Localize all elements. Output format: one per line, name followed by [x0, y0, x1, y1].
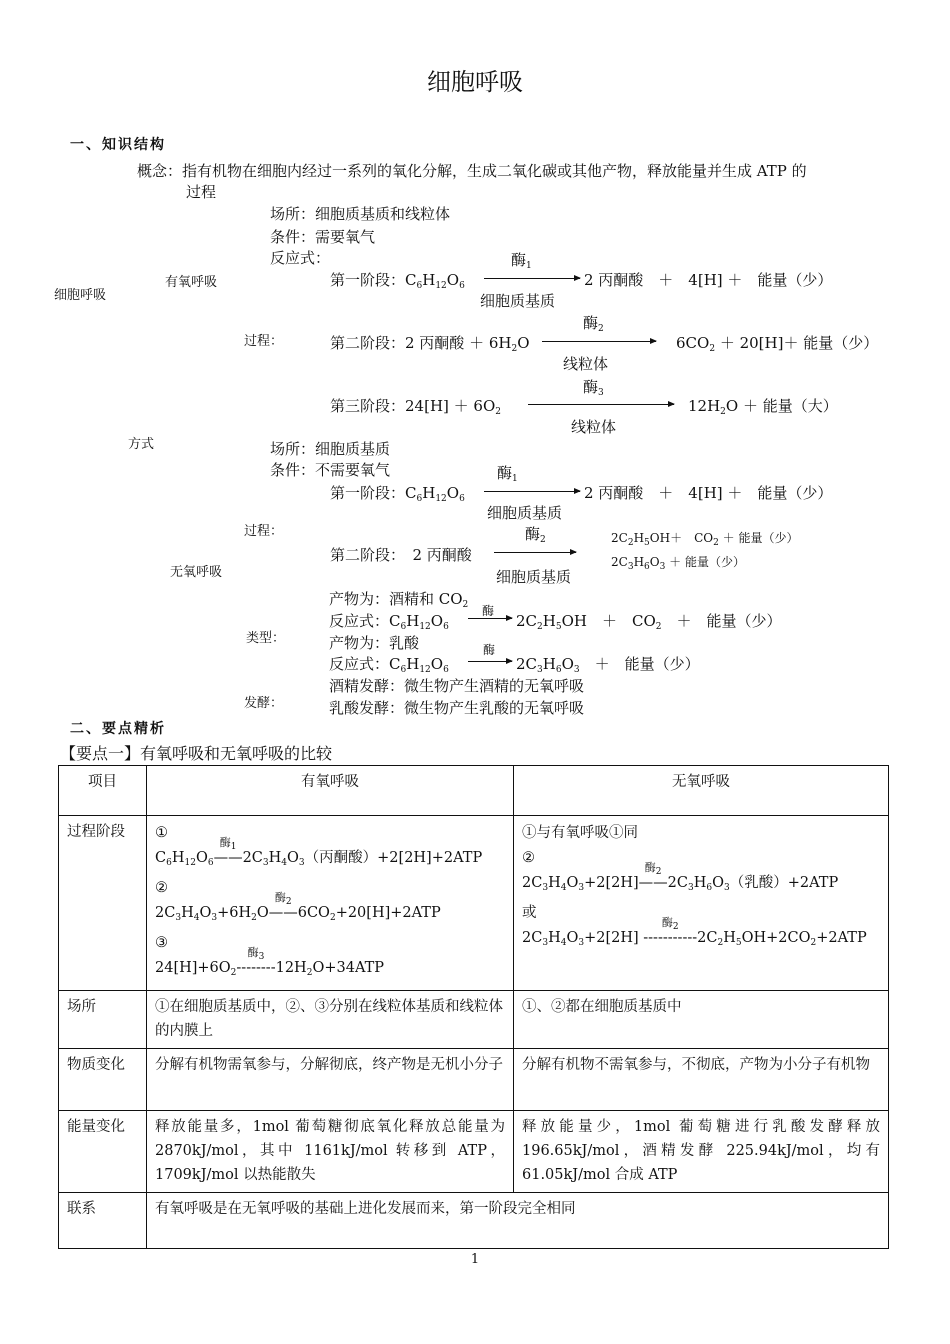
tree-process-label-aerobic: 过程：: [244, 334, 284, 349]
anaerobic-stage2-output-lactic: $2C_3H_6O_3$ ＋ 能量（少）: [611, 555, 745, 572]
type1-enzyme: 酶: [482, 604, 495, 618]
anaerobic-stage2-output-alcohol: $2C_2H_5OH+$ $CO_2$ ＋ 能量（少）: [611, 531, 799, 548]
table-row-relation: [59, 1193, 889, 1249]
anaerobic-stage1-site: 细胞质基质: [487, 504, 563, 522]
table-row-process: [59, 816, 889, 991]
tree-fermentation-label: 发酵：: [244, 696, 284, 711]
type2-arrow: [468, 661, 512, 662]
row-label-energy: 能量变化: [59, 1111, 147, 1193]
type1-products: 产物为：酒精和 $CO_2$: [329, 590, 469, 610]
aerobic-stage2: 第二阶段：2 丙酮酸 ＋ $6H_2O$: [330, 334, 530, 354]
aerobic-stage1-enzyme: 酶$_1$: [511, 251, 532, 271]
matter-anaerobic-cell: 分解有机物不需氧参与，不彻底，产物为小分子有机物: [514, 1049, 889, 1111]
aerobic-stage3: 第三阶段：$24[H] + 6O_2$: [330, 397, 501, 417]
section-heading-analysis: 二、要点精析: [70, 721, 166, 737]
type2-products: 产物为：乳酸: [329, 634, 420, 652]
comparison-table: [58, 765, 889, 1249]
anaerobic-stage2-arrow: [494, 552, 576, 553]
energy-aerobic-cell: 释放能量多，1mol 葡萄糖彻底氧化释放总能量为 2870kJ/mol，其中 1161kJ/mol 转移到 ATP，1709kJ/mol 以热能散失: [147, 1111, 514, 1193]
tree-type-label: 类型：: [246, 631, 286, 646]
anaerobic-condition: 条件：不需要氧气: [270, 461, 391, 479]
aerobic-stage1: 第一阶段：$C_6H_{12}O_6$: [330, 271, 465, 291]
table-row-matter: [59, 1049, 889, 1111]
anaerobic-step2-alcohol-equation: $2C_3H_4O_3+2[2H]$ ----------- 酶$_2$ $2C_2H_5OH+2CO_2+2ATP$: [522, 916, 867, 948]
relation-cell: 有氧呼吸是在无氧呼吸的基础上进化发展而来，第一阶段完全相同: [147, 1193, 889, 1249]
anaerobic-stage1: 第一阶段：$C_6H_{12}O_6$: [330, 484, 465, 504]
anaerobic-stage2: 第二阶段： 2 丙酮酸: [330, 546, 472, 564]
row-label-process: 过程阶段: [59, 816, 147, 991]
aerobic-stage1-site: 细胞质基质: [480, 292, 556, 310]
process-aerobic-cell: [147, 816, 514, 991]
anaerobic-stage1-products: 2 丙酮酸 ＋ 4[H] ＋ 能量（少）: [584, 484, 833, 502]
anaerobic-step2-lactic-equation: $2C_3H_4O_3+2[2H]——$ 酶$_2$ $2C_3H_6O_3$（乳酸）+2ATP: [522, 861, 839, 893]
aerobic-stage3-site: 线粒体: [571, 418, 617, 436]
row-label-place: 场所: [59, 991, 147, 1049]
type1-equation: 反应式：$C_6H_{12}O_6$: [329, 612, 449, 632]
type1-arrow: [468, 618, 512, 619]
row-label-matter: 物质变化: [59, 1049, 147, 1111]
aerobic-stage1-products: 2 丙酮酸 ＋ 4[H] ＋ 能量（少）: [584, 271, 833, 289]
table-row-place: [59, 991, 889, 1049]
aerobic-step3-marker: ③: [155, 935, 168, 951]
place-aerobic-cell: ①在细胞质基质中，②、③分别在线粒体基质和线粒体的内膜上: [147, 991, 514, 1049]
section-heading-structure: 一、知识结构: [70, 137, 166, 153]
aerobic-step2-marker: ②: [155, 880, 168, 896]
aerobic-stage3-products: $12H_2O$ ＋ 能量（大）: [688, 397, 838, 417]
anaerobic-stage2-enzyme: 酶$_2$: [525, 525, 546, 545]
type2-equation: 反应式：$C_6H_{12}O_6$: [329, 655, 449, 675]
tree-aerobic-label: 有氧呼吸: [165, 275, 218, 290]
aerobic-condition: 条件：需要氧气: [270, 228, 376, 246]
header-anaerobic: 无氧呼吸: [514, 766, 889, 816]
aerobic-step2-equation: $2C_3H_4O_3+6H_2O——$ 酶$_2$ $6CO_2+20[H]+2ATP$: [155, 891, 441, 923]
page-title: 细胞呼吸: [427, 68, 523, 96]
anaerobic-stage2-site: 细胞质基质: [496, 568, 572, 586]
anaerobic-place: 场所：细胞质基质: [270, 440, 391, 458]
concept-line-1: 概念：指有机物在细胞内经过一系列的氧化分解，生成二氧化碳或其他产物，释放能量并生成 ATP 的: [137, 162, 807, 180]
concept-line-2: 过程: [186, 183, 217, 201]
matter-aerobic-cell: 分解有机物需氧参与，分解彻底，终产物是无机小分子: [147, 1049, 514, 1111]
aerobic-stage1-arrow: [484, 278, 580, 279]
aerobic-stage2-site: 线粒体: [563, 355, 609, 373]
anaerobic-stage1-enzyme: 酶$_1$: [497, 464, 518, 484]
anaerobic-step1-text: ①与有氧呼吸①同: [522, 825, 638, 841]
place-anaerobic-cell: ①、②都在细胞质基质中: [514, 991, 889, 1049]
row-label-relation: 联系: [59, 1193, 147, 1249]
type2-products-eq: $2C_3H_6O_3$ ＋ 能量（少）: [516, 655, 700, 675]
aerobic-step1-equation: $C_6H_{12}O_6——$ 酶$_1$ $2C_3H_4O_3$（丙酮酸）+2[2H]+2ATP: [155, 836, 483, 868]
anaerobic-stage1-arrow: [484, 491, 580, 492]
type2-enzyme: 酶: [483, 643, 496, 657]
aerobic-stage3-arrow: [528, 404, 674, 405]
table-header-row: [59, 766, 889, 816]
header-item: 项目: [59, 766, 147, 816]
energy-anaerobic-cell: 释放能量少，1mol 葡萄糖进行乳酸发酵释放 196.65kJ/mol，酒精发酵 225.94kJ/mol，均有 61.05kJ/mol 合成 ATP: [514, 1111, 889, 1193]
aerobic-step3-equation: $24[H]+6O_2--------$ 酶$_3$ $12H_2O+34ATP$: [155, 946, 385, 978]
header-aerobic: 有氧呼吸: [147, 766, 514, 816]
process-anaerobic-cell: [514, 816, 889, 991]
tree-root-label: 细胞呼吸: [54, 288, 107, 303]
tree-anaerobic-label: 无氧呼吸: [170, 565, 223, 580]
anaerobic-step2-marker: ②: [522, 850, 535, 866]
aerobic-stage2-products: $6CO_2 + 20[H]+$ 能量（少）: [676, 334, 879, 354]
fermentation-lactic: 乳酸发酵：微生物产生乳酸的无氧呼吸: [329, 699, 585, 717]
tree-process-label-anaerobic: 过程：: [244, 524, 284, 539]
aerobic-stage2-enzyme: 酶$_2$: [583, 314, 604, 334]
aerobic-place: 场所：细胞质基质和线粒体: [270, 205, 451, 223]
aerobic-step1-marker: ①: [155, 825, 168, 841]
page-number: 1: [470, 1252, 480, 1267]
table-row-energy: [59, 1111, 889, 1193]
type1-products-eq: $2C_2H_5OH$ ＋ $CO_2$ ＋ 能量（少）: [516, 612, 782, 632]
fermentation-alcohol: 酒精发酵：微生物产生酒精的无氧呼吸: [329, 677, 585, 695]
aerobic-equation-label: 反应式：: [270, 249, 331, 267]
aerobic-stage3-enzyme: 酶$_3$: [583, 378, 604, 398]
anaerobic-or: 或: [522, 905, 537, 921]
tree-mode-label: 方式: [128, 437, 155, 452]
key-point-title: 【要点一】有氧呼吸和无氧呼吸的比较: [60, 744, 333, 763]
aerobic-stage2-arrow: [542, 341, 656, 342]
